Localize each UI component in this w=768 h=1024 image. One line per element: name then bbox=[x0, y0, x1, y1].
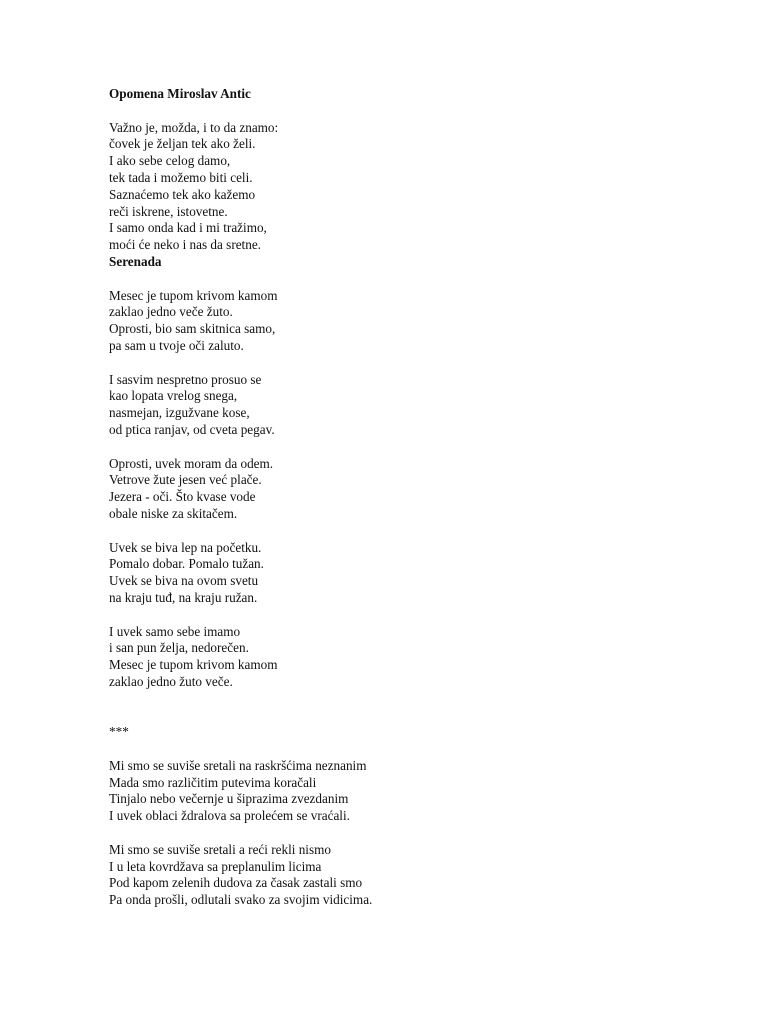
spacer bbox=[109, 355, 729, 372]
poem-line: reči iskrene, istovetne. bbox=[109, 203, 228, 219]
poem-line: Jezera - oči. Što kvase vode bbox=[109, 489, 256, 505]
poem3-stanza-1 bbox=[109, 758, 729, 825]
spacer bbox=[109, 271, 729, 288]
poem-line: I uvek oblaci ždralova sa prolećem se vraćali. bbox=[109, 808, 350, 824]
poem-line: Tinjalo nebo večernje u šiprazima zvezdanim bbox=[109, 791, 349, 807]
poem-title-opomena: Opomena Miroslav Antic bbox=[109, 86, 251, 101]
poem-title-serenada: Serenada bbox=[109, 253, 162, 269]
poem-line: Mesec je tupom krivom kamom bbox=[109, 287, 278, 303]
poem-line: Pod kapom zelenih dudova za časak zastali smo bbox=[109, 875, 363, 891]
poem-line: Važno je, možda, i to da znamo: bbox=[109, 119, 279, 135]
poem-line: Mesec je tupom krivom kamom bbox=[109, 657, 278, 673]
poem-serenada-stanza-3 bbox=[109, 456, 729, 523]
poem-serenada-stanza-2 bbox=[109, 372, 729, 439]
poem-line: Saznaćemo tek ako kažemo bbox=[109, 186, 256, 202]
spacer bbox=[109, 741, 729, 758]
poem-line: Uvek se biva na ovom svetu bbox=[109, 573, 259, 589]
poem-line: zaklao jedno veče žuto. bbox=[109, 304, 233, 320]
poem-line: kao lopata vrelog snega, bbox=[109, 388, 238, 404]
poem-serenada-stanza-4 bbox=[109, 540, 729, 607]
poem-serenada-stanza-1 bbox=[109, 288, 729, 355]
spacer bbox=[109, 523, 729, 540]
poem-line: na kraju tuđ, na kraju ružan. bbox=[109, 589, 258, 605]
poem-line: I uvek samo sebe imamo bbox=[109, 623, 241, 639]
spacer bbox=[109, 439, 729, 456]
poem-line: obale niske za skitačem. bbox=[109, 505, 238, 521]
poem-line: pa sam u tvoje oči zaluto. bbox=[109, 337, 244, 353]
spacer bbox=[109, 103, 729, 120]
spacer bbox=[109, 607, 729, 624]
poem3-stanza-2 bbox=[109, 842, 729, 909]
poem-line: Mi smo se suviše sretali a reći rekli nismo bbox=[109, 841, 331, 857]
poem-serenada-stanza-5 bbox=[109, 624, 729, 691]
poem-line: Mada smo različitim putevima koračali bbox=[109, 774, 317, 790]
poem-line: zaklao jedno žuto veče. bbox=[109, 673, 233, 689]
poem-line: Oprosti, bio sam skitnica samo, bbox=[109, 321, 276, 337]
poem-line: Vetrove žute jesen već plače. bbox=[109, 472, 262, 488]
poem-line: Uvek se biva lep na početku. bbox=[109, 539, 262, 555]
spacer bbox=[109, 691, 729, 725]
poem-line: čovek je željan tek ako želi. bbox=[109, 136, 256, 152]
poem-line: tek tada i možemo biti celi. bbox=[109, 169, 253, 185]
poem-line: Pomalo dobar. Pomalo tužan. bbox=[109, 556, 264, 572]
poem-line: I samo onda kad i mi tražimo, bbox=[109, 220, 267, 236]
poem-opomena-stanza bbox=[109, 120, 729, 254]
poem-line: od ptica ranjav, od cveta pegav. bbox=[109, 421, 275, 437]
document-page bbox=[109, 86, 729, 909]
poem-line: Oprosti, uvek moram da odem. bbox=[109, 455, 274, 471]
poem-line: I ako sebe celog damo, bbox=[109, 153, 231, 169]
spacer bbox=[109, 825, 729, 842]
poem-line: Mi smo se suviše sretali na raskršćima neznanim bbox=[109, 757, 367, 773]
poem-line: Pa onda prošli, odlutali svako za svojim vidicima. bbox=[109, 892, 373, 908]
poem-line: I sasvim nespretno prosuo se bbox=[109, 371, 262, 387]
poem-line: I u leta kovrdžava sa preplanulim licima bbox=[109, 858, 322, 874]
poem-line: moći će neko i nas da sretne. bbox=[109, 237, 261, 253]
poem-line: i san pun želja, nedorečen. bbox=[109, 640, 249, 656]
poem-line: nasmejan, izgužvane kose, bbox=[109, 405, 250, 421]
section-separator: *** bbox=[109, 724, 129, 740]
